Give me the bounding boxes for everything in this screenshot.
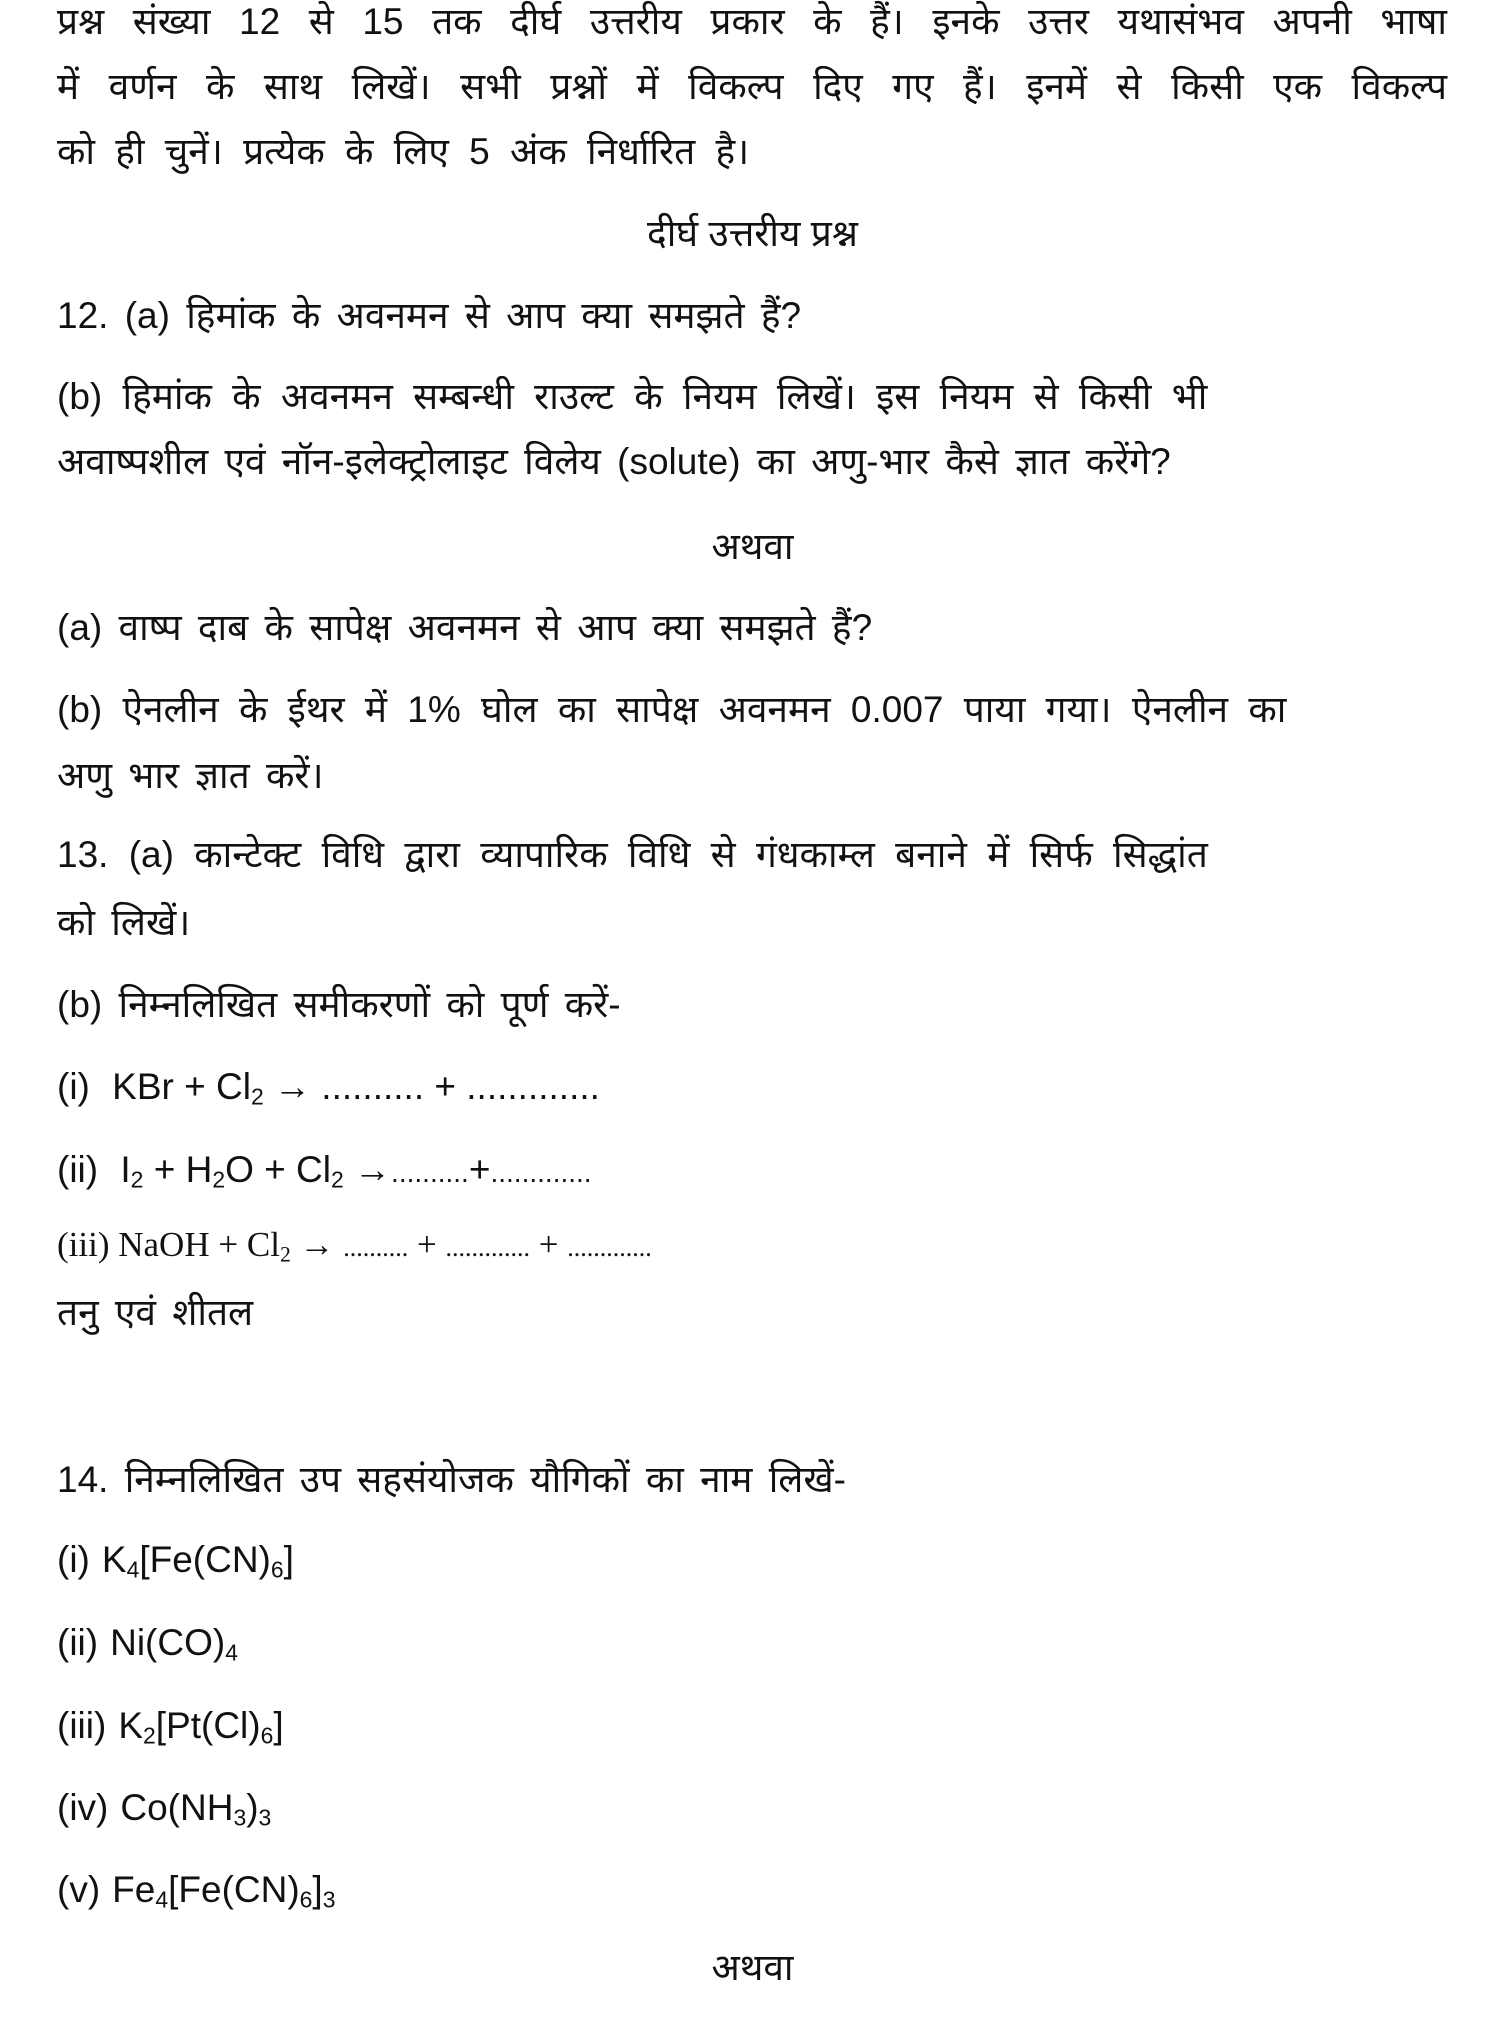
reactant: $H_2O$ bbox=[185, 1149, 254, 1193]
reaction-arrow: → bbox=[354, 1149, 392, 1190]
reactant: $Cl_2$ bbox=[296, 1149, 344, 1193]
q12-part-a: 12. (a) हिमांक के अवनमन से आप क्या समझते हैं? bbox=[57, 295, 802, 336]
compound-label: (ii) bbox=[57, 1622, 99, 1663]
q12-part-b-line-1: (b) हिमांक के अवनमन सम्बन्धी राउल्ट के नियम लिखें। इस नियम से किसी भी bbox=[57, 376, 1208, 417]
equation-label: (i) bbox=[57, 1066, 90, 1107]
reaction-arrow: → bbox=[299, 1225, 335, 1264]
reactant: $Cl_2$ bbox=[216, 1066, 264, 1110]
blank-product: ............. bbox=[567, 1233, 652, 1262]
q14-title: 14. निम्नलिखित उप सहसंयोजक यौगिकों का नाम लिखें- bbox=[57, 1459, 846, 1500]
equation-label: (iii) bbox=[57, 1225, 110, 1264]
compound-formula: $K_2[Pt(Cl)_6]$ bbox=[118, 1705, 284, 1749]
plus-sign: + bbox=[264, 1149, 286, 1190]
plus-sign: + bbox=[417, 1225, 437, 1264]
q13-part-a-line-2: को लिखें। bbox=[57, 902, 191, 943]
plus-sign: + bbox=[434, 1066, 456, 1107]
section-heading: दीर्घ उत्तरीय प्रश्न bbox=[647, 213, 858, 254]
compound-formula: $Co(NH_3)_3$ bbox=[120, 1787, 272, 1831]
q12-alt-part-a: (a) वाष्प दाब के सापेक्ष अवनमन से आप क्या समझते हैं? bbox=[57, 607, 873, 648]
plus-sign: + bbox=[468, 1149, 491, 1190]
reactant: $Cl_2$ bbox=[246, 1225, 291, 1267]
compound-label: (iv) bbox=[57, 1787, 109, 1828]
reactant: KBr bbox=[112, 1066, 174, 1107]
blank-product: ............. bbox=[466, 1066, 600, 1107]
q12-alt-part-b-line-1: (b) ऐनलीन के ईथर में 1% घोल का सापेक्ष अवनमन 0.007 पाया गया। ऐनलीन का bbox=[57, 689, 1287, 730]
equation-iii bbox=[57, 1215, 652, 1275]
equation-ii bbox=[57, 1140, 592, 1200]
or-divider: अथवा bbox=[711, 526, 794, 567]
compound-formula: $Ni(CO)_4$ bbox=[110, 1622, 238, 1666]
plus-sign: + bbox=[153, 1149, 176, 1190]
plus-sign: + bbox=[218, 1225, 239, 1264]
equation-i bbox=[57, 1057, 600, 1117]
instructions-line-2: में वर्णन के साथ लिखें। सभी प्रश्नों में विकल्प दिए गए हैं। इनमें से किसी एक विकल्प bbox=[57, 66, 1447, 107]
compound-label: (v) bbox=[57, 1869, 101, 1910]
equation-label: (ii) bbox=[57, 1149, 99, 1190]
compound-i bbox=[57, 1530, 294, 1590]
or-divider: अथवा bbox=[711, 1947, 794, 1988]
blank-product: .......... bbox=[321, 1066, 425, 1107]
reactant: $I_2$ bbox=[120, 1149, 144, 1193]
compound-formula: $K_4[Fe(CN)_6]$ bbox=[101, 1539, 294, 1583]
compound-label: (iii) bbox=[57, 1705, 107, 1746]
blank-product: ............. bbox=[445, 1233, 531, 1262]
compound-formula: $Fe_4[Fe(CN)_6]_3$ bbox=[112, 1869, 336, 1913]
reaction-condition: तनु एवं शीतल bbox=[57, 1292, 254, 1333]
instructions-line-3: को ही चुनें। प्रत्येक के लिए 5 अंक निर्धारित है। bbox=[57, 131, 750, 172]
compound-ii bbox=[57, 1613, 238, 1673]
q13-part-a-line-1: 13. (a) कान्टेक्ट विधि द्वारा व्यापारिक विधि से गंधकाम्ल बनाने में सिर्फ सिद्धांत bbox=[57, 834, 1208, 875]
reactant: NaOH bbox=[118, 1225, 210, 1264]
blank-product: ............. bbox=[490, 1157, 592, 1188]
blank-product: .......... bbox=[343, 1233, 409, 1262]
compound-v bbox=[57, 1860, 335, 1920]
blank-product: .......... bbox=[391, 1157, 469, 1188]
plus-sign: + bbox=[538, 1225, 559, 1264]
q13-part-b: (b) निम्नलिखित समीकरणों को पूर्ण करें- bbox=[57, 984, 621, 1025]
instructions-line-1: प्रश्न संख्या 12 से 15 तक दीर्घ उत्तरीय प्रकार के हैं। इनके उत्तर यथासंभव अपनी भाषा bbox=[57, 1, 1447, 42]
compound-iv bbox=[57, 1778, 271, 1838]
plus-sign: + bbox=[184, 1066, 206, 1107]
reaction-arrow: → bbox=[274, 1066, 312, 1107]
q12-alt-part-b-line-2: अणु भार ज्ञात करें। bbox=[57, 755, 324, 796]
compound-label: (i) bbox=[57, 1539, 90, 1580]
compound-iii bbox=[57, 1696, 284, 1756]
q12-part-b-line-2: अवाष्पशील एवं नॉन-इलेक्ट्रोलाइट विलेय (solute) का अणु-भार कैसे ज्ञात करेंगे? bbox=[57, 441, 1171, 482]
